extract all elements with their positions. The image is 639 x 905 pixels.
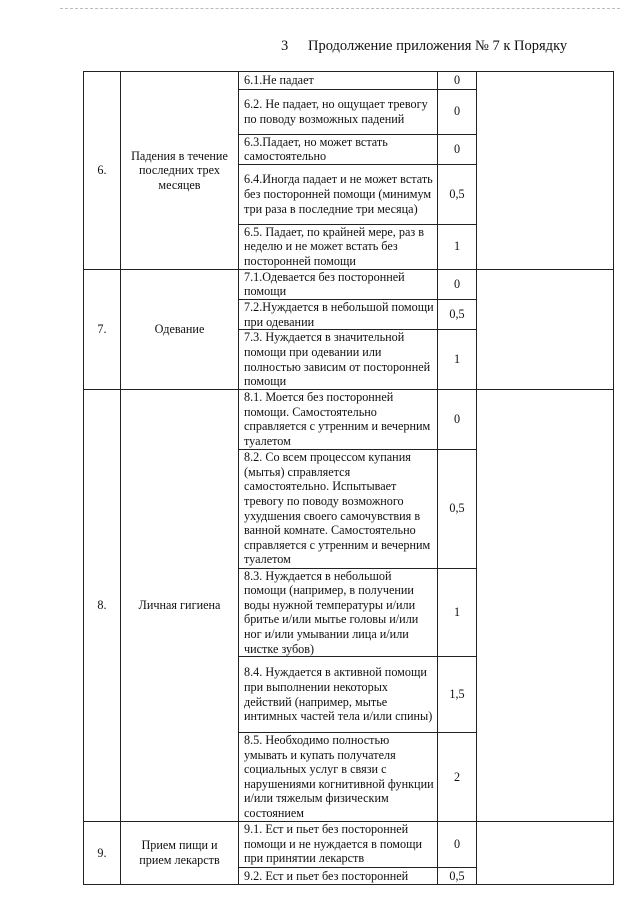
parameter-name: Личная гигиена: [121, 390, 239, 822]
score-value: 0: [438, 390, 477, 449]
score-value: 2: [438, 733, 477, 822]
score-value: 0: [438, 89, 477, 134]
score-value: 0,5: [438, 164, 477, 224]
score-value: 0,5: [438, 867, 477, 885]
row-number: 7.: [84, 269, 121, 389]
row-number: 8.: [84, 390, 121, 822]
criterion-text: 9.2. Ест и пьет без посторонней: [239, 867, 438, 885]
criterion-text: 7.3. Нуждается в значительной помощи при одевании или полностью зависим от посторонней помощи: [239, 330, 438, 390]
criterion-text: 8.3. Нуждается в небольшой помощи (например, в получении воды нужной температуры и/или бритье и/или мытье головы и/или ног и/или умывании лица и/или чистке зубов): [239, 568, 438, 657]
criterion-text: 6.2. Не падает, но ощущает тревогу по поводу возможных падений: [239, 89, 438, 134]
criterion-text: 8.2. Со всем процессом купания (мытья) справляется самостоятельно. Испытывает тревогу по поводу возможного ухудшения своего самочувствия в ванной комнате. Самостоятельно справляется с утренним и вечерним туалетом: [239, 449, 438, 568]
parameter-name: Одевание: [121, 269, 239, 389]
criterion-text: 8.4. Нуждается в активной помощи при выполнении некоторых действий (например, мытье интимных частей тела и/или спины): [239, 657, 438, 733]
criterion-text: 7.1.Одевается без посторонней помощи: [239, 269, 438, 299]
score-value: 0: [438, 821, 477, 867]
table-row: [84, 72, 614, 90]
scan-edge-line: [60, 8, 620, 9]
table-row: [84, 821, 614, 867]
criterion-text: 7.2.Нуждается в небольшой помощи при одевании: [239, 299, 438, 329]
score-value: 1,5: [438, 657, 477, 733]
criterion-text: 6.1.Не падает: [239, 72, 438, 90]
score-value: 1: [438, 568, 477, 657]
blank-cell: [477, 390, 614, 822]
page-header: [0, 38, 639, 58]
row-number: 6.: [84, 72, 121, 270]
criterion-text: 8.1. Моется без посторонней помощи. Самостоятельно справляется с утренним и вечерним туалетом: [239, 390, 438, 449]
criterion-text: 6.5. Падает, по крайней мере, раз в неделю и не может встать без посторонней помощи: [239, 224, 438, 269]
score-value: 0,5: [438, 299, 477, 329]
blank-cell: [477, 821, 614, 885]
criterion-text: 6.3.Падает, но может встать самостоятельно: [239, 134, 438, 164]
blank-cell: [477, 72, 614, 270]
score-value: 1: [438, 224, 477, 269]
criterion-text: 6.4.Иногда падает и не может встать без посторонней помощи (минимум три раза в последние три месяца): [239, 164, 438, 224]
score-value: 0: [438, 72, 477, 90]
table-row: [84, 390, 614, 449]
table-row: [84, 269, 614, 299]
blank-cell: [477, 269, 614, 389]
criterion-text: 8.5. Необходимо полностью умывать и купать получателя социальных услуг в связи с нарушениями когнитивной функции и/или тяжелым физическим состоянием: [239, 733, 438, 822]
score-value: 0: [438, 269, 477, 299]
parameter-name: Прием пищи и прием лекарств: [121, 821, 239, 885]
score-value: 1: [438, 330, 477, 390]
page-number: 3: [281, 38, 289, 54]
row-number: 9.: [84, 821, 121, 885]
criterion-text: 9.1. Ест и пьет без посторонней помощи и не нуждается в помощи при принятии лекарств: [239, 821, 438, 867]
score-value: 0: [438, 134, 477, 164]
score-value: 0,5: [438, 449, 477, 568]
assessment-table: [83, 71, 614, 885]
page-title: Продолжение приложения № 7 к Порядку: [308, 38, 568, 54]
parameter-name: Падения в течение последних трех месяцев: [121, 72, 239, 270]
